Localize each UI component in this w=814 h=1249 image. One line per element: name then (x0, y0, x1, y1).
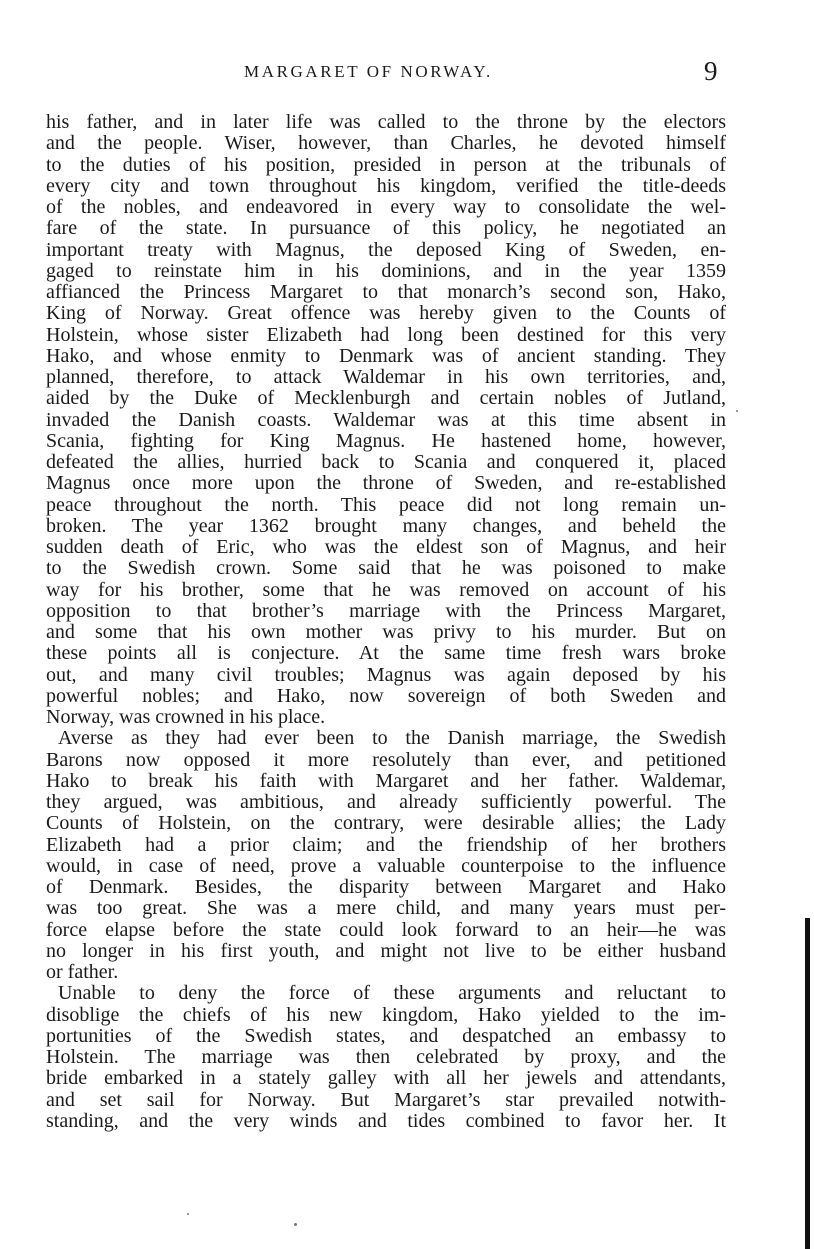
text-line: opposition to that brother’s marriage with the Princess Margaret, (46, 600, 726, 622)
text-line: would, in case of need, prove a valuable counterpoise to the influence (46, 855, 726, 877)
text-line: they argued, was ambitious, and already sufficiently powerful. The (46, 792, 726, 813)
text-line: gaged to reinstate him in his dominions, and in the year 1359 (46, 260, 726, 282)
text-line: Hako to break his faith with Margaret and her father. Waldemar, (46, 770, 726, 792)
text-line: Counts of Holstein, on the contrary, were desirable allies; the Lady (46, 813, 726, 835)
text-line: powerful nobles; and Hako, now sovereign of both Sweden and (46, 685, 726, 707)
text-line: or father. (46, 962, 119, 983)
text-line: of the nobles, and endeavored in every way to consolidate the wel- (46, 197, 726, 218)
text-line: Magnus once more upon the throne of Sweden, and re-established (46, 473, 726, 495)
text-line: fare of the state. In pursuance of this policy, he negotiated an (46, 218, 726, 240)
text-line: bride embarked in a stately galley with all her jewels and attendants, (46, 1068, 726, 1090)
paper-speck (187, 1213, 189, 1215)
text-line: to the Swedish crown. Some said that he was poisoned to make (46, 558, 726, 580)
text-line: Holstein, whose sister Elizabeth had long been destined for this very (46, 324, 726, 346)
text-line: no longer in his first youth, and might not live to be either husband (46, 940, 726, 962)
text-line: was too great. She was a mere child, and many years must per- (46, 898, 726, 920)
text-line: these points all is conjecture. At the same time fresh wars broke (46, 643, 726, 665)
text-line: Holstein. The marriage was then celebrated by proxy, and the (46, 1047, 726, 1068)
text-line: Hako, and whose enmity to Denmark was of ancient standing. They (46, 345, 726, 367)
text-line: Elizabeth had a prior claim; and the friendship of her brothers (46, 834, 726, 856)
text-line: his father, and in later life was called to the throne by the electors (46, 112, 726, 133)
text-line: disoblige the chiefs of his new kingdom, Hako yielded to the im- (46, 1004, 726, 1026)
text-line: affianced the Princess Margaret to that monarch’s second son, Hako, (46, 282, 726, 303)
text-line: and some that his own mother was privy to his murder. But on (46, 622, 726, 643)
text-line: peace throughout the north. This peace did not long remain un- (46, 494, 726, 516)
running-title: MARGARET OF NORWAY. (244, 62, 493, 81)
text-line: planned, therefore, to attack Waldemar in his own territories, and, (46, 367, 726, 388)
text-line: important treaty with Magnus, the deposed King of Sweden, en- (46, 239, 726, 261)
text-line: force elapse before the state could look forward to an heir—he was (46, 919, 726, 941)
text-line: Averse as they had ever been to the Danish marriage, the Swedish (58, 728, 726, 750)
text-line: and set sail for Norway. But Margaret’s star prevailed notwith- (46, 1089, 726, 1111)
page-number: 9 (704, 56, 718, 86)
text-line: Barons now opposed it more resolutely than ever, and petitioned (46, 749, 726, 771)
text-line: aided by the Duke of Mecklenburgh and certain nobles of Jutland, (46, 388, 726, 410)
paper-speck (294, 1223, 297, 1226)
text-line: standing, and the very winds and tides combined to favor her. It (46, 1110, 726, 1132)
paper-speck (736, 410, 738, 412)
text-line: invaded the Danish coasts. Waldemar was at this time absent in (46, 409, 726, 431)
text-line: portunities of the Swedish states, and despatched an embassy to (46, 1025, 726, 1047)
text-line: every city and town throughout his kingdom, verified the title-deeds (46, 175, 726, 197)
text-line: to the duties of his position, presided in person at the tribunals of (46, 154, 726, 176)
body-text (46, 112, 726, 1132)
text-line: Scania, fighting for King Magnus. He hastened home, however, (46, 430, 726, 452)
text-line: of Denmark. Besides, the disparity between Margaret and Hako (46, 877, 726, 898)
text-line: way for his brother, some that he was removed on account of his (46, 579, 726, 601)
text-line: and the people. Wiser, however, than Charles, he devoted himself (46, 133, 726, 155)
page-edge-shadow (805, 918, 810, 1249)
text-line: Unable to deny the force of these arguments and reluctant to (58, 983, 726, 1005)
text-line: Norway, was crowned in his place. (46, 707, 326, 728)
text-line: sudden death of Eric, who was the eldest son of Magnus, and heir (46, 537, 726, 558)
text-line: broken. The year 1362 brought many changes, and beheld the (46, 515, 726, 537)
text-line: out, and many civil troubles; Magnus was again deposed by his (46, 664, 726, 686)
text-line: defeated the allies, hurried back to Scania and conquered it, placed (46, 452, 726, 473)
text-line: King of Norway. Great offence was hereby given to the Counts of (46, 303, 726, 325)
